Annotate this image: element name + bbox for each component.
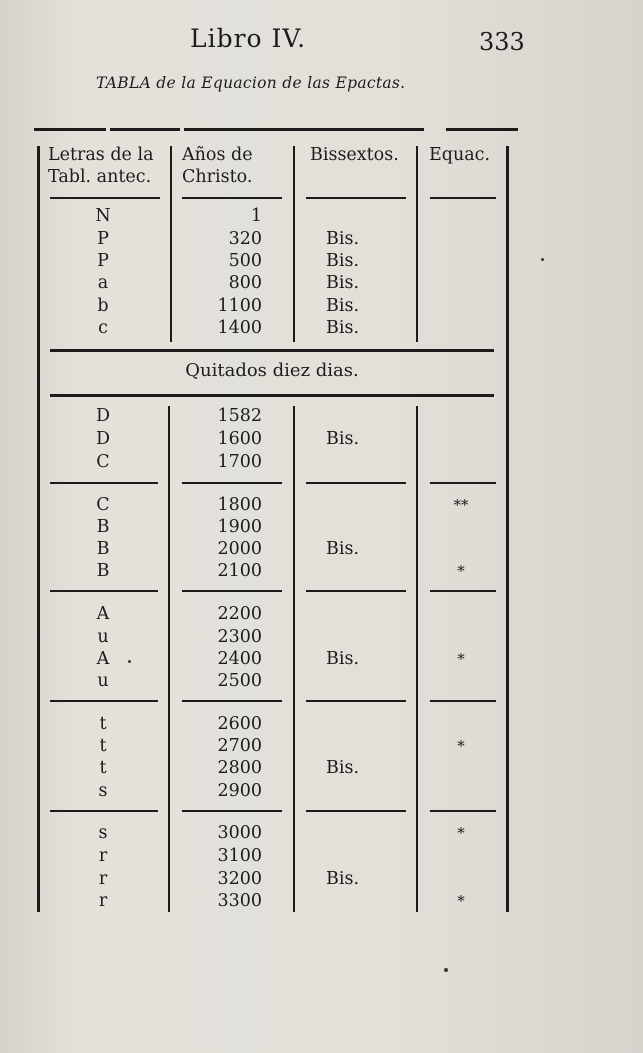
letra-cell: B [96,561,110,581]
ano-cell: 1600 [217,429,262,449]
column-rule-right [506,146,509,912]
letra-cell: D [95,429,111,449]
section-rule [50,349,494,352]
bis-cell: Bis. [326,649,360,669]
letra-cell: c [98,318,108,338]
ano-cell: 2300 [217,627,262,647]
letra-cell: C [96,452,110,472]
ano-cell: 320 [228,229,262,249]
ano-cell: 1700 [217,452,262,472]
bis-cell: Bis. [326,273,360,293]
top-rule [34,128,106,131]
eq-cell: ** [453,496,469,514]
letra-cell: u [97,627,109,647]
group-rule [306,482,406,484]
letra-cell: r [98,846,108,866]
ano-cell: 1400 [217,318,262,338]
group-rule [182,590,282,592]
letra-cell: B [96,539,110,559]
ano-cell: 500 [228,251,262,271]
page-number: 333 [479,28,525,56]
ano-cell: 2900 [217,781,262,801]
letra-cell: b [97,296,109,316]
eq-cell: * [457,892,465,910]
letra-cell: A [96,649,110,669]
header-rule [182,197,282,199]
ano-cell: 3300 [217,891,262,911]
bis-cell: Bis. [326,539,360,559]
separator-text: Quitados diez dias. [185,360,359,381]
column-rule [416,146,418,342]
letra-cell: N [95,206,111,226]
column-rule [416,406,418,912]
header-rule [50,197,160,199]
bis-cell: Bis. [326,229,360,249]
eq-cell: * [457,824,465,842]
column-header-letras: Letras de la Tabl. antec. [48,145,154,187]
eq-cell: * [457,737,465,755]
eq-cell: * [457,562,465,580]
group-rule [50,810,158,812]
paper-speck [128,660,131,663]
letra-cell: s [98,823,108,843]
letra-cell: C [96,495,110,515]
group-rule [430,590,496,592]
eq-cell: * [457,650,465,668]
ano-cell: 2800 [217,758,262,778]
ano-cell: 2000 [217,539,262,559]
bis-cell: Bis. [326,251,360,271]
header-rule [306,197,406,199]
letra-cell: P [97,251,109,271]
letra-cell: B [96,517,110,537]
ano-cell: 1100 [217,296,262,316]
group-rule [50,700,158,702]
group-rule [430,810,496,812]
ano-cell: 800 [228,273,262,293]
ano-cell: 3200 [217,869,262,889]
group-rule [50,482,158,484]
bis-cell: Bis. [326,758,360,778]
section-rule [50,394,494,397]
group-rule [430,482,496,484]
letra-cell: a [97,273,109,293]
letra-cell: D [95,406,111,426]
bis-cell: Bis. [326,296,360,316]
table-title: TABLA de la Equacion de las Epactas. [96,74,406,92]
group-rule [182,700,282,702]
column-header-equac: Equac. [429,145,491,165]
group-rule [430,700,496,702]
letra-cell: P [97,229,109,249]
top-rule [110,128,180,131]
ano-cell: 3000 [217,823,262,843]
top-rule [446,128,518,131]
ano-cell: 1582 [217,406,262,426]
letra-cell: t [99,714,107,734]
column-rule-left [37,146,40,912]
column-rule [293,406,295,912]
column-rule [293,146,295,342]
ano-cell: 2500 [217,671,262,691]
letra-cell: t [99,758,107,778]
letra-cell: t [99,736,107,756]
ano-cell: 1900 [217,517,262,537]
running-header: Libro IV. [190,24,307,53]
paper-speck [541,258,544,261]
ano-cell: 2600 [217,714,262,734]
column-header-bissextos: Bissextos. [310,145,399,165]
ano-cell: 2100 [217,561,262,581]
group-rule [306,590,406,592]
group-rule [306,810,406,812]
letra-cell: A [96,604,110,624]
group-rule [182,482,282,484]
group-rule [50,590,158,592]
paper-speck [444,968,448,972]
ano-cell: 2400 [217,649,262,669]
bis-cell: Bis. [326,429,360,449]
ano-cell: 2200 [217,604,262,624]
letra-cell: r [98,869,108,889]
letra-cell: r [98,891,108,911]
bis-cell: Bis. [326,869,360,889]
letra-cell: u [97,671,109,691]
letra-cell: s [98,781,108,801]
group-rule [182,810,282,812]
ano-cell: 1 [250,206,262,226]
header-rule [430,197,496,199]
group-rule [306,700,406,702]
bis-cell: Bis. [326,318,360,338]
column-header-anos: Años de Christo. [182,145,253,187]
ano-cell: 1800 [217,495,262,515]
top-rule [184,128,424,131]
ano-cell: 2700 [217,736,262,756]
ano-cell: 3100 [217,846,262,866]
